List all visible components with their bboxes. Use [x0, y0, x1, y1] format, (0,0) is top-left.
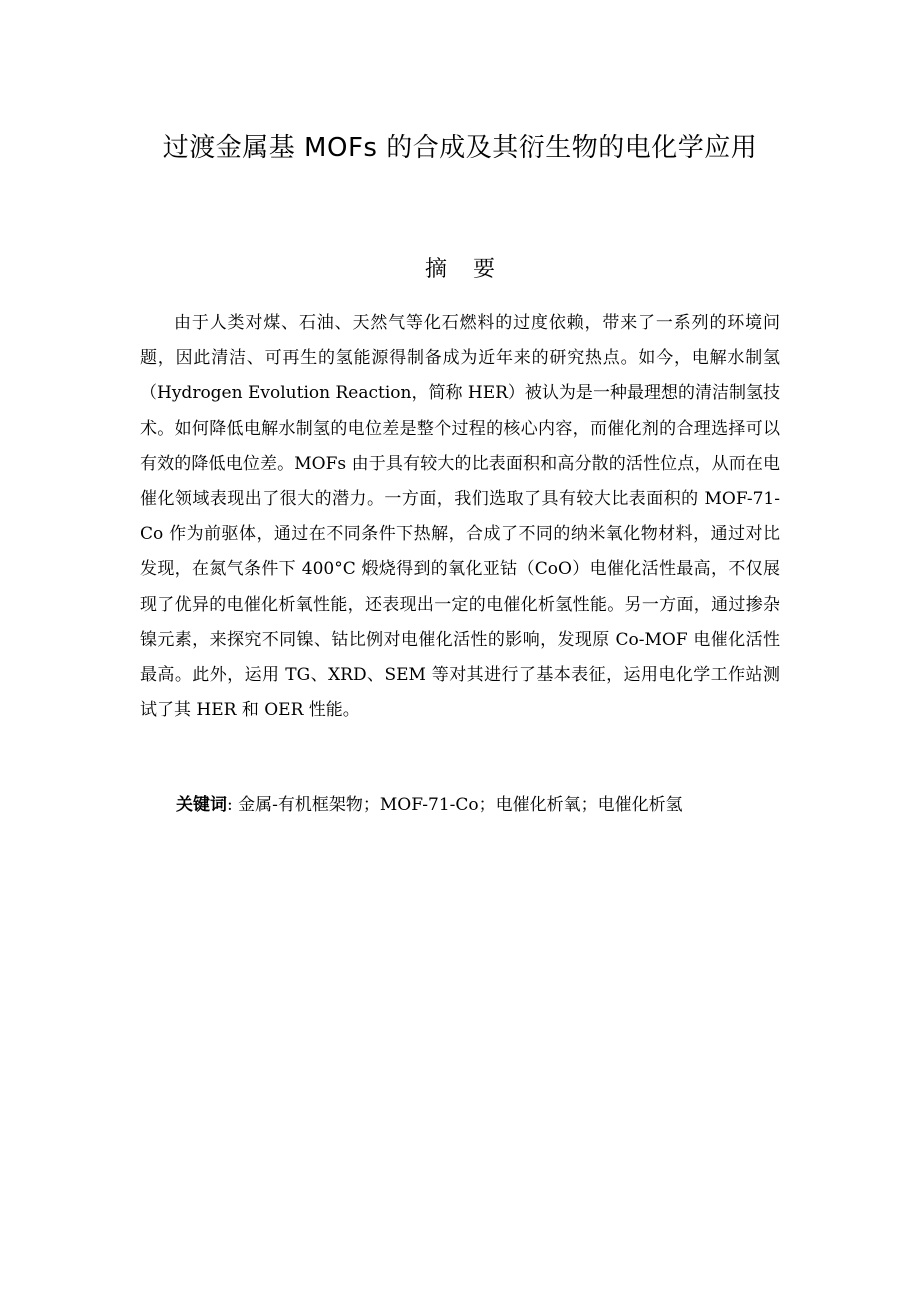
keywords-text: 金属-有机框架物；MOF-71-Co；电催化析氧；电催化析氢 [238, 795, 683, 815]
abstract-body: 由于人类对煤、石油、天然气等化石燃料的过度依赖，带来了一系列的环境问题，因此清洁、可再生的氢能源得制备成为近年来的研究热点。如今，电解水制氢（Hydrogen Evolution Reaction，简称 HER）被认为是一种最理想的清洁制氢技术。如何降低电解水制氢的电位差是整个过程的核心内容，而催化剂的合理选择可以有效的降低电位差。MOFs 由于具有较大的比表面积和高分散的活性位点，从而在电催化领域表现出了很大的潜力。一方面，我们选取了具有较大比表面积的 MOF-71-Co 作为前驱体，通过在不同条件下热解，合成了不同的纳米氧化物材料，通过对比发现，在氮气条件下 400°C 煅烧得到的氧化亚钴（CoO）电催化活性最高，不仅展现了优异的电催化析氧性能，还表现出一定的电催化析氢性能。另一方面，通过掺杂镍元素，来探究不同镍、钴比例对电催化活性的影响，发现原 Co-MOF 电催化活性最高。此外，运用 TG、XRD、SEM 等对其进行了基本表征，运用电化学工作站测试了其 HER 和 OER 性能。 [140, 313, 780, 721]
keywords-line [176, 788, 776, 822]
keywords-separator: : [227, 795, 239, 815]
keywords-label: 关键词 [176, 795, 227, 815]
abstract-heading: 摘要 [424, 257, 521, 282]
document-title: 过渡金属基 MOFs 的合成及其衍生物的电化学应用 [162, 133, 758, 163]
